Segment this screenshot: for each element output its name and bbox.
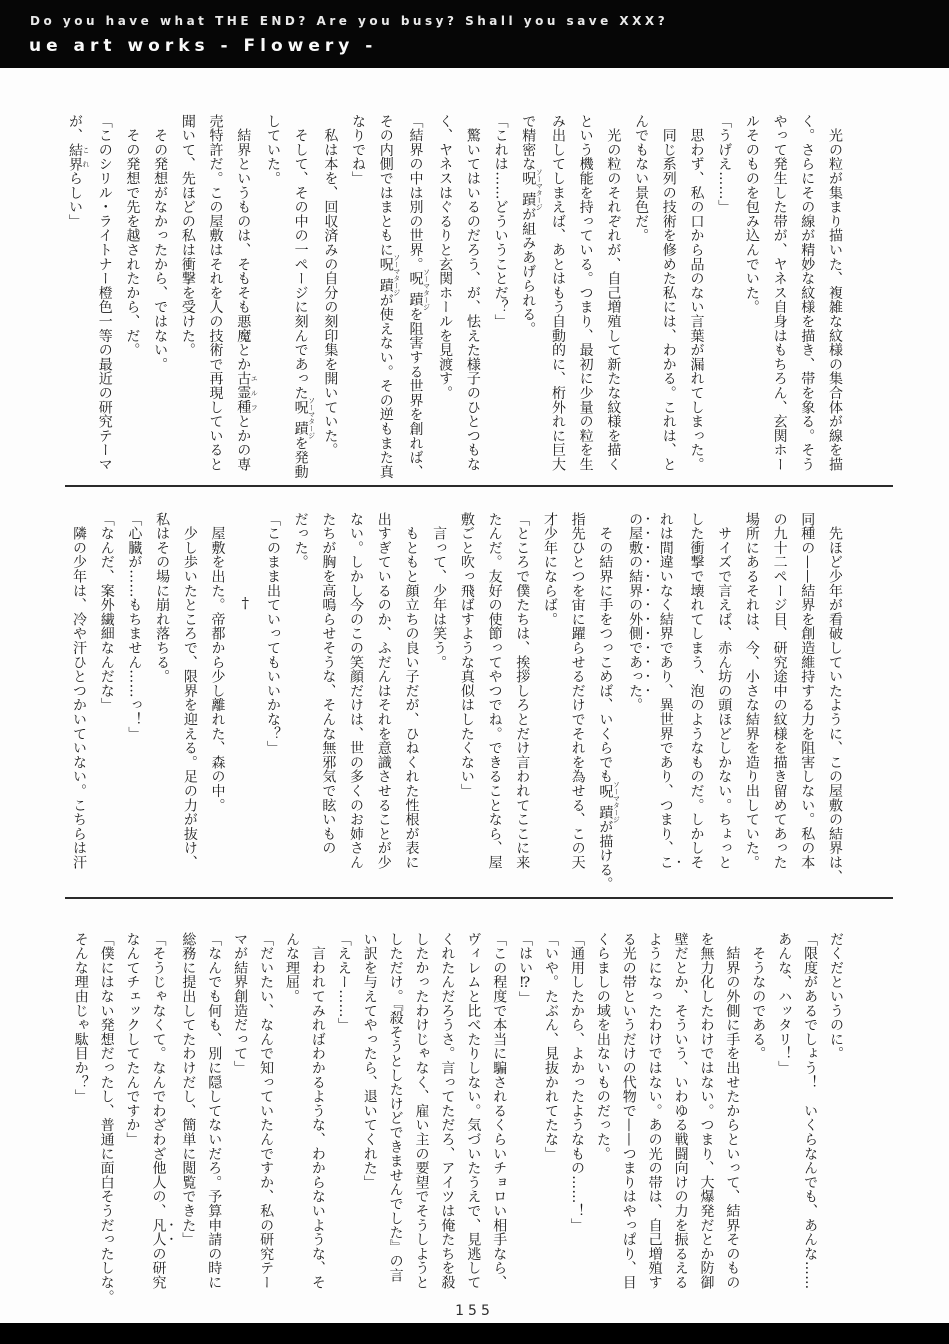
text-column: だくだというのに。 — [828, 932, 844, 1061]
text-column: しただけ。『殺そうとしたけどできませんでした』の言 — [387, 932, 404, 1283]
text-column: く。さらにその線が精妙な紋様を描き、帯を象る。そう — [799, 114, 816, 472]
text-column: だった。 — [292, 512, 309, 570]
text-column: 「はい⁉」 — [517, 932, 534, 1006]
text-column: ヴィレムと比べたりしない。気づいたうえで、見逃して — [465, 932, 482, 1290]
text-column: を無力化したわけではない。つまり、大爆発だとか防御 — [698, 932, 715, 1290]
text-column: なりでね」 — [350, 114, 367, 186]
text-column: 同種の——結界を創造維持する力を阻害しない。私の本 — [799, 512, 816, 870]
text-column: 指先ひとつを宙に躍らせるだけでそれを為せる、この天 — [569, 512, 586, 870]
text-column: 「この程度で本当に騙されるくらいチョロい相手なら、 — [491, 932, 508, 1290]
text-column: もともと顔立ちの良い子だが、ひねくれた性根が表に — [403, 512, 420, 870]
text-column: が、結界 これらしい」 — [67, 114, 91, 229]
text-column: その発想がなかったから、ではない。 — [152, 114, 169, 372]
text-column: 「通用したから、よかったようなもの……！」 — [568, 932, 585, 1233]
text-column: あんな、ハッタリ！」 — [776, 932, 793, 1075]
section-divider-rule-2 — [65, 897, 893, 899]
text-column: 聞いて、先ほどの私は衝撃を受けた。 — [179, 114, 196, 358]
text-column: 「心臓が……もちません……っ！」 — [126, 512, 143, 741]
text-column: んな理屈。 — [283, 932, 300, 1004]
text-column: 「結界の中は別の世界。呪蹟 ソーマタージを阻害する世界を創れば、 — [407, 114, 431, 479]
text-column: サイズで言えば、赤ん坊の頭ほどしかない。ちょっと — [716, 512, 733, 870]
text-column: く、ヤネスはぐるりと玄関ホールを見渡す。 — [437, 114, 454, 400]
text-column: 総務に提出してたわけだし、簡単に閲覧できた」 — [180, 932, 197, 1247]
text-column: そうなのである。 — [750, 932, 767, 1061]
text-column: 光の粒のそれぞれが、自己増殖して新たな紋様を描く — [605, 114, 622, 472]
text-column: 結界というものは、そもそも悪魔とか古霊種 エルフとかの専 — [235, 114, 259, 472]
text-column: なんてチェックしてたんですか」 — [124, 932, 141, 1147]
text-column: その内側ではまともに呪蹟 ソーマタージが使えない。その逆もまた真 — [377, 114, 401, 479]
text-column: くらましの域を出ないものだった。 — [594, 932, 611, 1161]
text-column: 壁だとか、そういう、いわゆる戦闘向けの力を振るえる — [672, 932, 689, 1290]
text-column: した衝撃で壊れてしまう、泡のようなものだ。しかしそ — [688, 512, 705, 870]
emphasis-dots-text: こ — [657, 855, 674, 870]
text-column: という機能を持っている。つまり、最初に少量の粒を生 — [577, 114, 594, 472]
text-column: 「僕にはない発想だったし、普通に面白そうだったしな。 — [98, 932, 115, 1304]
text-column: 敷ごと吹っ飛ばすような真似はしたくない」 — [458, 512, 475, 798]
text-column: み出してしまえば、あとはもう自動的に、桁外れに巨大 — [549, 114, 566, 472]
text-column: 「このまま出ていってもいいかな？」 — [264, 512, 281, 756]
text-column: そんな理由じゃ駄目か？」 — [72, 932, 89, 1104]
text-column: 「ええー……」 — [335, 932, 352, 1033]
text-column: くれたんだろうさ。言ってただろ、アイツは俺たちを殺 — [439, 932, 456, 1290]
text-column: れは間違いなく結界であり、異世界であり、つまり、こ — [657, 512, 674, 870]
text-column: 結界の外側に手を出せたからといって、結界そのもの — [724, 932, 741, 1290]
page-footer-band — [0, 1323, 949, 1344]
text-column: ない。しかし今のこの笑顔だけは、世の多くのお姉さん — [348, 512, 365, 870]
text-section-1 — [67, 114, 848, 486]
text-column: 「このシリル・ライトナー橙色一等の最近の研究テーマ — [96, 114, 113, 472]
text-column: していた。 — [264, 114, 281, 186]
text-column: の屋敷の結界の外側であった。 — [627, 512, 644, 713]
page-number: 155 — [455, 1303, 494, 1319]
text-column: 「なんでも何も、別に隠してないだろ。予算申請の時に — [206, 932, 223, 1290]
text-section-3 — [70, 932, 848, 1310]
text-column: んでもない景色だ。 — [633, 114, 650, 243]
text-column: 「限度があるでしょう！ いくらなんでも、あんな…… — [802, 932, 819, 1290]
emphasis-dots-text: の屋敷の結界の外側であった — [627, 512, 644, 698]
text-column: そして、その中の一ページに刻んであった呪蹟 ソーマタージを発動 — [292, 114, 316, 479]
text-column: 「だいたい、なんで知っていたんですか、私の研究テー — [258, 932, 275, 1290]
header-subtitle: Do you have what THE END? Are you busy? Shall you save XXX? — [30, 14, 669, 28]
text-column: の九十二ページ目、研究途中の紋様を描き留めてあった — [771, 512, 788, 870]
text-column: 売特許だ。この屋敷はそれを人の技術で再現していると — [207, 114, 224, 472]
text-column: 「ところで僕たちは、挨拶しろとだけ言われてここに来 — [514, 512, 531, 870]
text-column: 「これは……どういうことだ？」 — [492, 114, 509, 329]
text-section-2 — [70, 512, 848, 890]
text-column: 場所にあるそれは、今、小さな結界を造り出していた。 — [743, 512, 760, 870]
text-column: 才少年にならば。 — [541, 512, 558, 627]
text-column: 光の粒が集まり描いた、複雑な紋様の集合体が線を描 — [827, 114, 843, 472]
text-column: い訳を与えてやったら、退いてくれた」 — [361, 932, 378, 1190]
text-column: ようになったわけではない。あの光の帯は、自己増殖す — [646, 932, 663, 1290]
text-column: したかったわけじゃなく、雇い主の要望でそうしようと — [413, 932, 430, 1290]
scene-break-dagger: † — [236, 594, 255, 613]
text-column: 隣の少年は、冷や汗ひとつかいていない。こちらは汗 — [71, 512, 88, 870]
text-column: 「なんだ、案外繊細なんだな」 — [98, 512, 115, 713]
text-column: 同じ系列の技術を修めた私には、わかる。これは、と — [660, 114, 677, 472]
text-column: 思わず、私の口から品のない言葉が漏れてしまった。 — [688, 114, 705, 472]
text-column: る光の帯というだけの代物で——つまりはやっぱり、目 — [620, 932, 637, 1290]
text-column: 先ほど少年が看破していたように、この屋敷の結界は、 — [827, 512, 843, 884]
text-column: マが結界創造だって」 — [232, 932, 249, 1075]
emphasis-dots-text: 凡人 — [150, 1218, 167, 1247]
text-column: 少し歩いたところで、限界を迎える。足の力が抜け、 — [181, 512, 198, 870]
text-column: で精密な呪蹟 ソーマタージが組みあげられる。 — [520, 114, 544, 336]
section-divider-rule-1 — [65, 485, 893, 487]
text-column: その結界に手をつっこめば、いくらでも呪蹟 ソーマタージが描ける。 — [597, 512, 621, 892]
text-column: 言われてみればわかるような、わからないような、そ — [309, 932, 326, 1290]
header-title: ue art works - Flowery - — [29, 36, 378, 56]
text-column: 私はその場に崩れ落ちる。 — [154, 512, 171, 684]
text-column: その発想で先を越されたから、だ。 — [124, 114, 141, 358]
text-column: たちが胸を高鳴らせそうな、そんな無邪気で眩いもの — [320, 512, 337, 856]
text-column: 言って、少年は笑う。 — [431, 512, 448, 670]
text-column: 「そうじゃなくて。なんでわざわざ他人の、凡人の研究 — [150, 932, 167, 1290]
text-column: たんだ。友好の使節ってやつでね。できることなら、屋 — [486, 512, 503, 870]
text-column: 屋敷を出た。帝都から少し離れた、森の中。 — [209, 512, 226, 813]
text-column: 出すぎているのか、ふだんはそれを意識させることが少 — [375, 512, 392, 870]
page-header-band — [0, 0, 949, 68]
text-column: 「いや。たぶん、見抜かれてたな」 — [543, 932, 560, 1161]
text-column: ルそのものを包み込んでいた。 — [743, 114, 760, 315]
text-column: やって発生した帯が、ヤネス自身はもちろん、玄関ホー — [771, 114, 788, 472]
text-column: 驚いてはいるのだろう、が、怯えた様子のひとつもな — [464, 114, 481, 472]
text-column: 「うげえ……」 — [716, 114, 733, 215]
text-column: 私は本を、回収済みの自分の刻印集を開いていた。 — [322, 114, 339, 458]
